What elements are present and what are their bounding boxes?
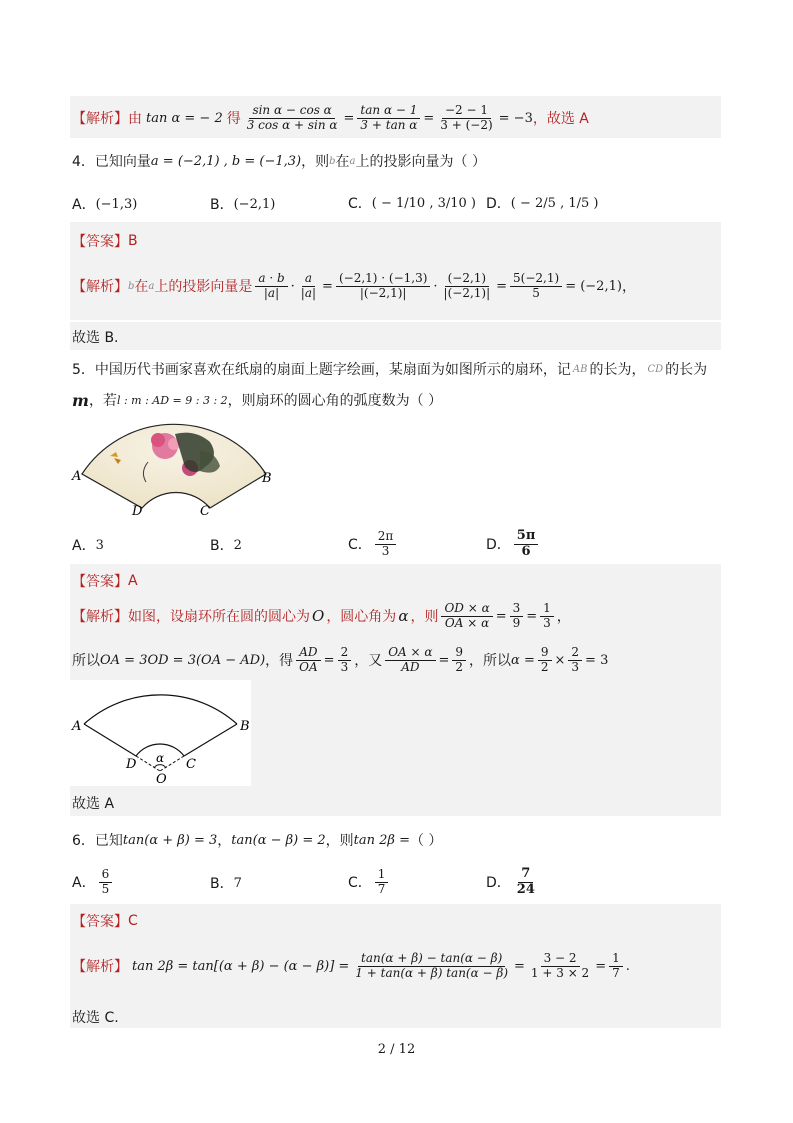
q4-jiexi: 【解析】 b 在 a 上的投影向量是 $\frac{a \cdot b}{|a|}$ · $\frac{a}{|a|}$ = $\frac{(-2,1) \cdot (-1,3)}{|(-2,1)|}$ · $\frac{(-2,1)}{|(-2,1)|}$ = $\frac{5(-2,1)}{5}$ = (−2,1) ， [72, 270, 636, 300]
svg-text:C: C [200, 504, 210, 519]
q4-guxuan: 故选 B. [72, 330, 119, 346]
q6-guxuan: 故选 C. [72, 1010, 119, 1026]
svg-text:B: B [262, 471, 272, 486]
q4-option-c: C． ( − 1/10 , 3/10 ) [348, 195, 476, 212]
q6-jiexi: 【解析】 tan 2β = tan[(α + β) − (α − β)] = $\frac{\tan(\alpha + \beta) - \tan(\alpha - \beta)}{1 + \tan(\alpha + \beta) \tan(\alpha - \beta)}$ = $\frac{3 - 2}{1 + 3 \times 2}$ = $\frac{1}{7}$ . [72, 950, 630, 980]
jiexi-tag: 【解析】 [72, 111, 128, 127]
q5-option-b: B． 2 [210, 537, 242, 554]
svg-text:A: A [72, 719, 82, 734]
q6-option-b: B． 7 [210, 875, 242, 892]
q5-jiexi-1: 【解析】 如图，设扇环所在圆的圆心为 O ，圆心角为 α ，则 $\frac{OD \times \alpha}{OA \times \alpha}$ = $\frac{3}{9}$ = $\frac{1}{3}$ ， [72, 600, 571, 630]
page-number: 2 / 12 [377, 1042, 416, 1057]
q5-answer: 【答案】 A [72, 573, 138, 590]
svg-text:B: B [240, 719, 250, 734]
q5-option-a: A． 3 [72, 537, 104, 554]
svg-text:C: C [186, 757, 196, 772]
svg-text:O: O [156, 772, 167, 786]
q4-answer: 【答案】 B [72, 233, 138, 250]
q3-frac-2: $\frac{\text{tan α − 1}}{\text{3 + tan α}}$ [357, 104, 420, 133]
q5-guxuan: 故选 A [72, 796, 115, 812]
q4-guxuan-block [70, 322, 721, 350]
svg-text:A: A [72, 469, 82, 484]
svg-text:D: D [132, 504, 143, 519]
q6-stem: 6．已知 tan(α + β) = 3 ， tan(α − β) = 2 ，则 tan 2β = （ ） [72, 832, 443, 849]
q5-option-d: D． $\frac{5\pi}{6}$ [486, 524, 541, 564]
q5-stem-1: 5．中国历代书画家喜欢在纸扇的扇面上题字绘画，某扇面为如图所示的扇环，记 AB 的长为 ， CD 的长为 [72, 362, 708, 378]
q5-jiexi-2: 所以 OA = 3OD = 3(OA − AD) ，得 $\frac{AD}{OA}$ = $\frac{2}{3}$ ，又 $\frac{OA \times \alpha}{AD}$ = $\frac{9}{2}$ ，所以 α = $\frac{9}{2}$ × $\frac{2}{3}$ = 3 [72, 644, 609, 674]
q5-option-c: C． $\frac{2\pi}{3}$ [348, 524, 399, 564]
q4-stem: 4．已知向量 a = (−2,1) , b = (−1,3) ，则 b 在 a 上的投影向量为（ ） [72, 153, 486, 170]
q3-frac-1: $\frac{\text{sin α − cos α}}{\text{3 cos α + sin α}}$ [246, 102, 338, 132]
q4-option-a: A． (−1,3) [72, 196, 138, 213]
q3-jiexi-line: 【解析】 由 tan α = − 2 得 $\frac{\text{sin α − cos α}}{\text{3 cos α + sin α}}$ = $\frac{\text{tan α − 1}}{\text{3 + tan α}}$ = $\frac{-2 - 1}{3 + (-2)}$ = −3 ，故选 A [72, 102, 589, 132]
svg-text:D: D [126, 757, 137, 772]
svg-text:α: α [156, 751, 165, 765]
q6-option-d: D． $\frac{7}{24}$ [486, 865, 535, 897]
q3-frac-3: $\frac{-2 - 1}{3 + (-2)}$ [440, 102, 493, 132]
q6-option-a: A． $\frac{6}{5}$ [72, 862, 115, 902]
q6-answer: 【答案】 C [72, 913, 138, 930]
q4-option-b: B． (−2,1) [210, 196, 276, 213]
q5-stem-2: m ，若 l : m : AD = 9 : 3 : 2 ，则扇环的圆心角的弧度数为（ ） [72, 390, 443, 410]
fan-painting-figure [70, 416, 280, 520]
q6-option-c: C． $\frac{1}{7}$ [348, 862, 391, 902]
q4-option-d: D． ( − 2/5 , 1/5 ) [486, 195, 599, 212]
sector-ring-diagram [70, 680, 251, 786]
